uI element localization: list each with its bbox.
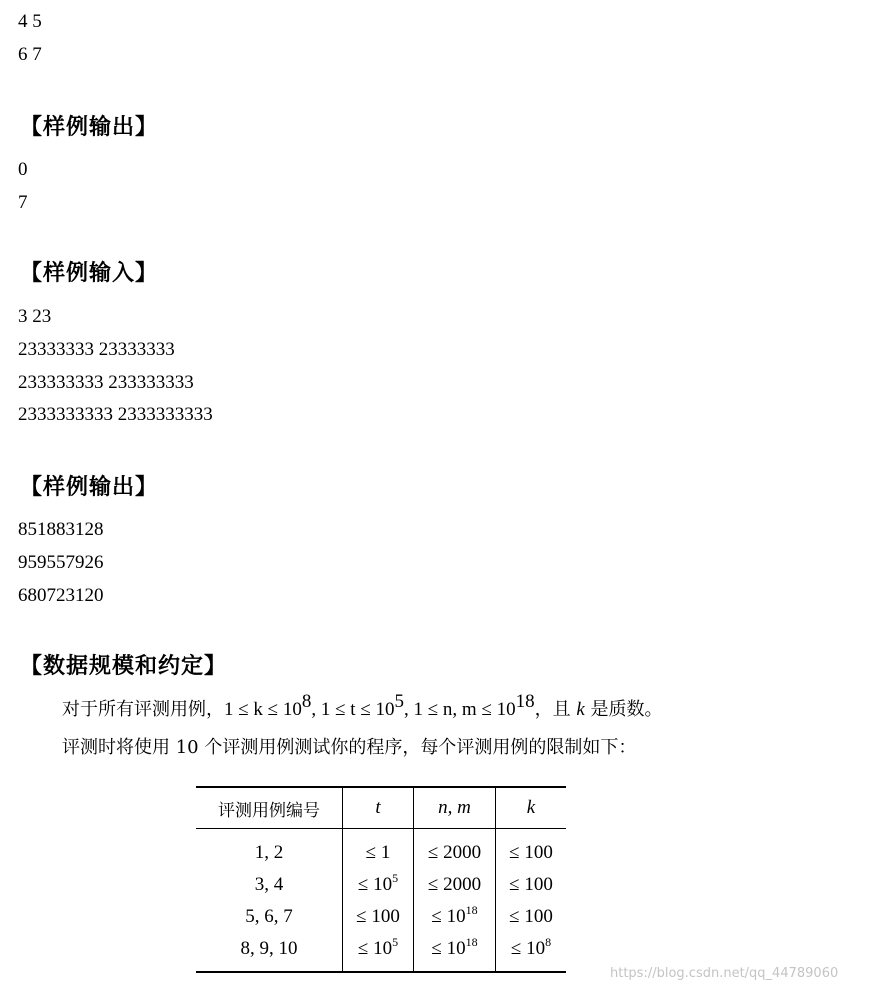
table-header-row	[196, 787, 566, 829]
cell-t: ≤ 1	[343, 829, 414, 870]
col-header-case-id: 评测用例编号	[196, 787, 343, 829]
sample-output-line: 680723120	[18, 585, 104, 606]
col-header-k: k	[496, 787, 567, 829]
sample-input-heading: 【样例输入】	[20, 261, 159, 286]
cell-case-id: 8, 9, 10	[240, 938, 298, 959]
sample-output-heading: 【样例输出】	[20, 115, 159, 140]
table-row	[196, 829, 566, 870]
constraints-heading: 【数据规模和约定】	[20, 654, 228, 679]
watermark: https://blog.csdn.net/qq_44789060	[610, 966, 839, 981]
sample-input-line: 233333333 233333333	[18, 372, 194, 393]
sample-output-line: 851883128	[18, 519, 104, 540]
cell-case-id: 3, 4	[254, 874, 284, 895]
cell-nm: ≤ 2000	[414, 829, 496, 870]
sample-input-line: 3 23	[18, 306, 52, 327]
cell-case-id: 1, 2	[254, 842, 284, 863]
sample-output-line: 959557926	[18, 552, 104, 573]
sample-input-line: 4 5	[18, 11, 42, 32]
sample-input-line: 6 7	[18, 44, 42, 65]
col-header-t: t	[343, 787, 414, 829]
sample-output-heading: 【样例输出】	[20, 475, 159, 500]
cell-t: ≤ $10^5$	[343, 933, 414, 972]
table-row	[196, 933, 566, 972]
cell-nm: ≤ $10^{18}$	[414, 901, 496, 933]
constraints-paragraph: 对于所有评测用例，$1 \le k \le 10^8$, $1 \le t \le 10^5$, 1 ≤ n, $m \le 10^{18}$，且 k 是质数。	[62, 691, 663, 720]
constraints-table	[196, 786, 566, 973]
cell-k: ≤ 100	[496, 829, 567, 870]
sample-input-line: 23333333 23333333	[18, 339, 175, 360]
sample-output-line: 7	[18, 192, 28, 213]
cell-k: ≤ $10^8$	[496, 933, 567, 972]
col-header-nm: n, m	[414, 787, 496, 829]
cell-k: ≤ 100	[496, 901, 567, 933]
sample-input-line: 2333333333 2333333333	[18, 404, 213, 425]
cell-t: ≤ $10^5$	[343, 869, 414, 901]
cell-nm: ≤ $10^{18}$	[414, 933, 496, 972]
test-cases-description: 评测时将使用 10 个评测用例测试你的程序，每个评测用例的限制如下：	[62, 737, 637, 758]
cell-t: ≤ 100	[343, 901, 414, 933]
cell-case-id: 5, 6, 7	[245, 906, 293, 927]
cell-k: ≤ 100	[496, 869, 567, 901]
table-row	[196, 901, 566, 933]
cell-nm: ≤ 2000	[414, 869, 496, 901]
table-row	[196, 869, 566, 901]
sample-output-line: 0	[18, 159, 28, 180]
